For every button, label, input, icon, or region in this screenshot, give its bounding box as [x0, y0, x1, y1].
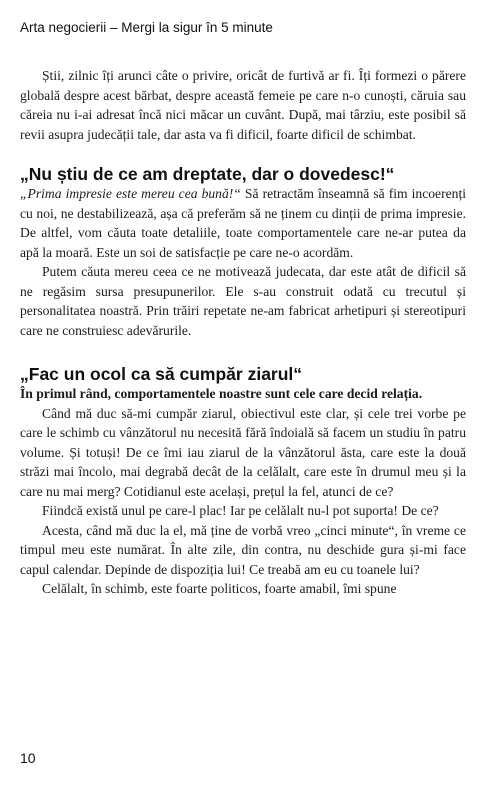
- running-title: Arta negocierii – Mergi la sigur în 5 minute: [20, 20, 273, 35]
- page-body: [20, 66, 466, 599]
- first-impression-paragraph: [20, 184, 466, 262]
- first-impression-text: Să retractăm înseamnă să fim incoerenți cu noi, ne destabilizează, așa că preferăm să ne ținem cu dinții de prima impresie. De altfel, vom căuta toate detaliile, toate comportamentele care ne-ar putea da apă la moară. Este un soi de satisfacție pe care ne-o acordăm.: [20, 186, 466, 260]
- quote-first-impression: „Prima impresie este mereu cea bună!“: [20, 186, 241, 201]
- vendor-one-paragraph: Acesta, când mă duc la el, mă ține de vorbă vreo „cinci minute“, în vreme ce timpul meu este numărat. În alte zile, din contra, nu deschide gura și-mi face capul calendar. Depinde de dispoziția lui! Ce treabă am eu cu toanele lui?: [20, 522, 466, 577]
- liking-paragraph: Fiindcă există unul pe care-l plac! Iar pe celălalt nu-l pot suporta! De ce?: [42, 503, 439, 518]
- judgment-paragraph: Putem căuta mereu ceea ce ne motivează judecata, dar este atât de dificil să ne regăsim sursa presupunerilor. Ele s-au construit odată cu trecutul și personalitatea noastră. Prin trăiri repetate ne-am fabricat arhetipuri și stereotipuri care ne construiesc adevărurile.: [20, 264, 466, 338]
- newspaper-paragraph: Când mă duc să-mi cumpăr ziarul, obiectivul este clar, și cele trei vorbe pe care le schimb cu vânzătorul nu necesită fără îndoială să facem un studiu în patru volume. Și totuși! De ce îmi iau ziarul de la vânzătorul ăsta, care este la două străzi mai încolo, mai degrabă decât de la celălalt, care este în drumul meu și la care nu mai merg? Cotidianul este același, prețul la fel, atunci de ce?: [20, 405, 466, 499]
- section-heading-newspaper: „Fac un ocol ca să cumpăr ziarul“: [20, 364, 303, 384]
- page-number: 10: [20, 750, 36, 766]
- intro-paragraph: Știi, zilnic îți arunci câte o privire, oricât de furtivă ar fi. Îți formezi o părere globală despre acest bărbat, despre această femeie pe care n-o cunoști, căruia sau căreia nu i-ai adresat încă nici măcar un cuvânt. După, mai târziu, este posibil să revii asupra judecății tale, dar asta va fi dificil, foarte dificil de schimbat.: [20, 68, 466, 142]
- lead-statement: În primul rând, comportamentele noastre sunt cele care decid relația.: [20, 386, 423, 401]
- section-heading-first-impression: „Nu știu de ce am dreptate, dar o dovedesc!“: [20, 164, 395, 184]
- vendor-two-paragraph: Celălalt, în schimb, este foarte politicos, foarte amabil, îmi spune: [42, 581, 397, 596]
